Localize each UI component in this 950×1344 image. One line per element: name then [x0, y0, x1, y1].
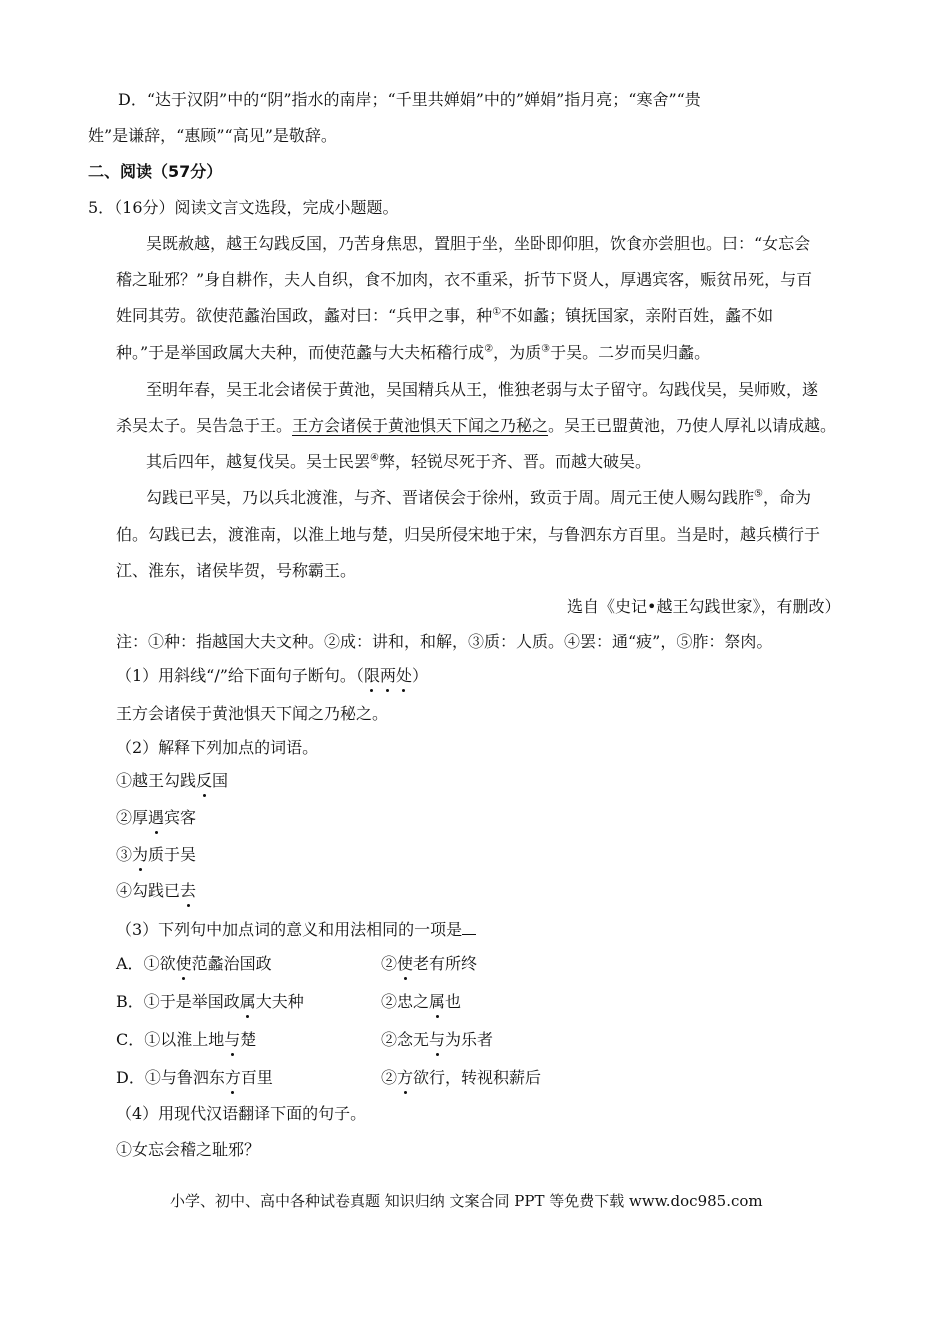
passage-line: 伯。勾践已去，渡淮南，以淮上地与楚，归吴所侵宋地于宋，与鲁泗东方百里。当是时，越兵横行于 — [116, 525, 821, 544]
sub-question-1-sentence: 王方会诸侯于黄池惧天下闻之乃秘之。 — [116, 704, 389, 723]
choice-option: A．①欲使范蠡治国政 ②使老有所终 — [116, 954, 478, 973]
word-item: ③为质于吴 — [116, 845, 197, 864]
passage-line: 勾践已平吴，乃以兵北渡淮，与齐、晋诸侯会于徐州，致贡于周。周元王使人赐勾践胙⑤，命为 — [146, 488, 811, 507]
choice-option: C．①以淮上地与楚 ②念无与为乐者 — [116, 1030, 494, 1049]
page-footer: 小学、初中、高中各种试卷真题 知识归纳 文案合同 PPT 等免费下载 www.doc985.com — [170, 1192, 763, 1210]
annotation-note: 注：①种：指越国大夫文种。②成：讲和，和解，③质：人质。④罢：通“疲”，⑤胙：祭肉。 — [116, 632, 773, 651]
footnote-marker: ② — [484, 343, 494, 355]
sub-question-2-prompt: （2）解释下列加点的词语。 — [116, 738, 319, 757]
passage-line: 至明年春，吴王北会诸侯于黄池，吴国精兵从王，惟独老弱与太子留守。勾践伐吴，吴师败，遂 — [146, 380, 819, 399]
passage-line: 江、淮东，诸侯毕贺，号称霸王。 — [116, 561, 357, 580]
choice-option: B．①于是举国政属大夫种 ②忠之属也 — [116, 992, 462, 1011]
footnote-marker: ④ — [370, 452, 379, 464]
footnote-marker: ① — [492, 306, 502, 318]
passage-line: 姓同其劳。欲使范蠡治国政，蠡对曰：“兵甲之事，种①不如蠡；镇抚国家，亲附百姓，蠡不如 — [116, 306, 774, 325]
passage-line: 稽之耻邪？”身自耕作，夫人自织，食不加肉，衣不重采，折节下贤人，厚遇宾客，赈贫吊死，与百 — [116, 270, 813, 289]
sub-question-1-prompt: （1）用斜线“/”给下面句子断句。（限两处） — [116, 666, 428, 685]
word-item: ④勾践已去 — [116, 881, 197, 900]
passage-line: 种。”于是举国政属大夫种，而使范蠡与大夫柘稽行成②，为质③于吴。二岁而吴归蠡。 — [116, 343, 711, 362]
passage-line: 杀吴太子。吴告急于王。王方会诸侯于黄池惧天下闻之乃秘之。吴王已盟黄池，乃使人厚礼以请成越。 — [116, 416, 837, 435]
footnote-marker: ⑤ — [754, 488, 763, 500]
footnote-marker: ③ — [541, 343, 551, 355]
sub-question-4-prompt: （4）用现代汉语翻译下面的句子。 — [116, 1104, 367, 1123]
passage-line: 吴既赦越，越王勾践反国，乃苦身焦思，置胆于坐，坐卧即仰胆，饮食亦尝胆也。曰：“女忘会 — [146, 234, 811, 253]
source-citation: 选自《史记•越王勾践世家》，有删改） — [567, 597, 841, 616]
answer-blank — [462, 920, 476, 935]
word-item: ①越王勾践反国 — [116, 771, 229, 790]
passage-line: 其后四年，越复伐吴。吴士民罢④弊，轻锐尽死于齐、晋。而越大破吴。 — [146, 452, 651, 471]
translation-item: ①女忘会稽之耻邪？ — [116, 1140, 261, 1159]
choice-option: D．①与鲁泗东方百里 ②方欲行，转视积薪后 — [116, 1068, 542, 1087]
option-d-line-1: D．“达于汉阴”中的“阴”指水的南岸；“千里共婵娟”中的”婵娟”指月亮；“寒舍”“贵 — [118, 90, 701, 109]
section-title: 二、阅读（57分） — [88, 162, 223, 181]
underlined-sentence: 王方会诸侯于黄池惧天下闻之乃秘之 — [292, 416, 549, 435]
question-header: 5．（16分）阅读文言文选段，完成小题题。 — [88, 198, 399, 217]
sub-question-3-prompt: （3）下列句中加点词的意义和用法相同的一项是 — [116, 920, 476, 938]
option-d-line-2: 姓”是谦辞，“惠顾”“高见”是敬辞。 — [88, 126, 337, 145]
word-item: ②厚遇宾客 — [116, 808, 197, 827]
